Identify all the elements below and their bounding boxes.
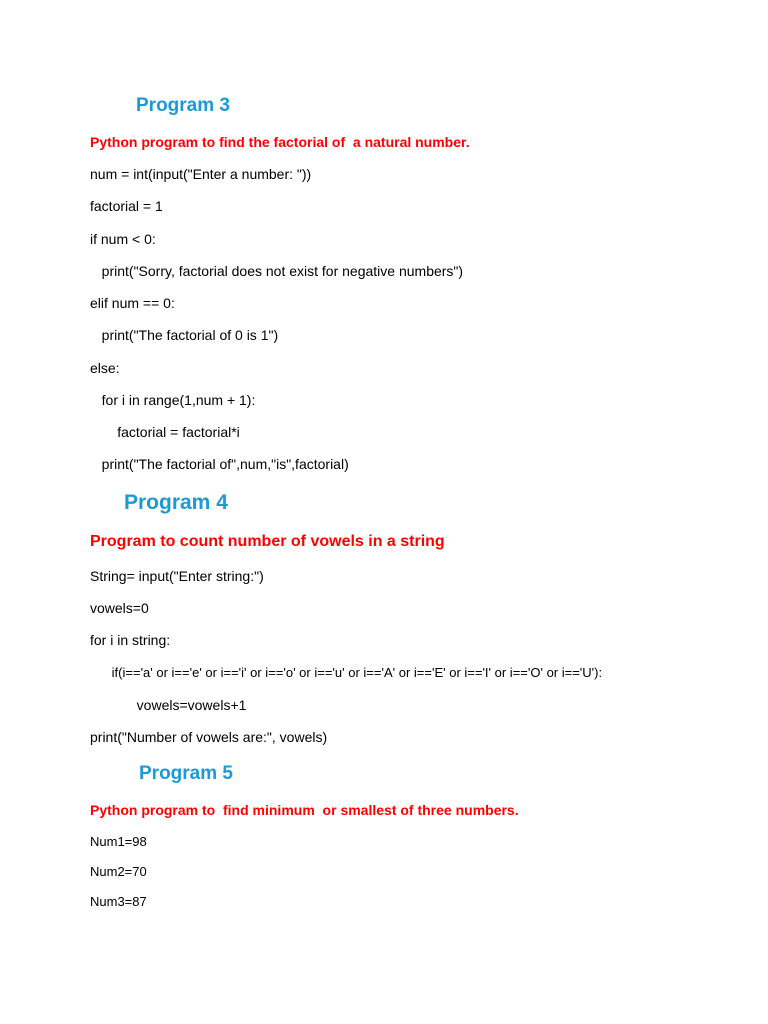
code-line: for i in string: [90,632,171,648]
code-line: num = int(input("Enter a number: ")) [90,166,312,182]
program-4-subtitle: Program to count number of vowels in a string [90,533,445,550]
code-line: if num < 0: [90,231,156,247]
program-4-heading: Program 4 [124,491,228,514]
code-line: elif num == 0: [90,295,175,311]
program-5-subtitle: Python program to find minimum or smallest of three numbers. [90,802,519,818]
code-line: factorial = factorial*i [90,424,240,440]
code-line: factorial = 1 [90,198,163,214]
program-3-subtitle: Python program to find the factorial of a natural number. [90,134,470,150]
code-line: vowels=vowels+1 [90,697,247,713]
code-line: if(i=='a' or i=='e' or i=='i' or i=='o' or i=='u' or i=='A' or i=='E' or i=='I' or i=='O' or i=='U'): [90,665,603,680]
program-3-heading: Program 3 [136,95,230,116]
code-line: print("The factorial of 0 is 1") [90,327,279,343]
code-line: Num3=87 [90,894,147,909]
code-line: Num2=70 [90,864,147,879]
code-line: print("The factorial of",num,"is",factorial) [90,456,349,472]
code-line: vowels=0 [90,600,149,616]
code-line: print("Sorry, factorial does not exist for negative numbers") [90,263,464,279]
code-line: Num1=98 [90,834,147,849]
code-line: else: [90,360,120,376]
code-line: String= input("Enter string:") [90,568,264,584]
program-5-heading: Program 5 [139,763,233,784]
code-line: for i in range(1,num + 1): [90,392,256,408]
code-line: print("Number of vowels are:", vowels) [90,729,328,745]
